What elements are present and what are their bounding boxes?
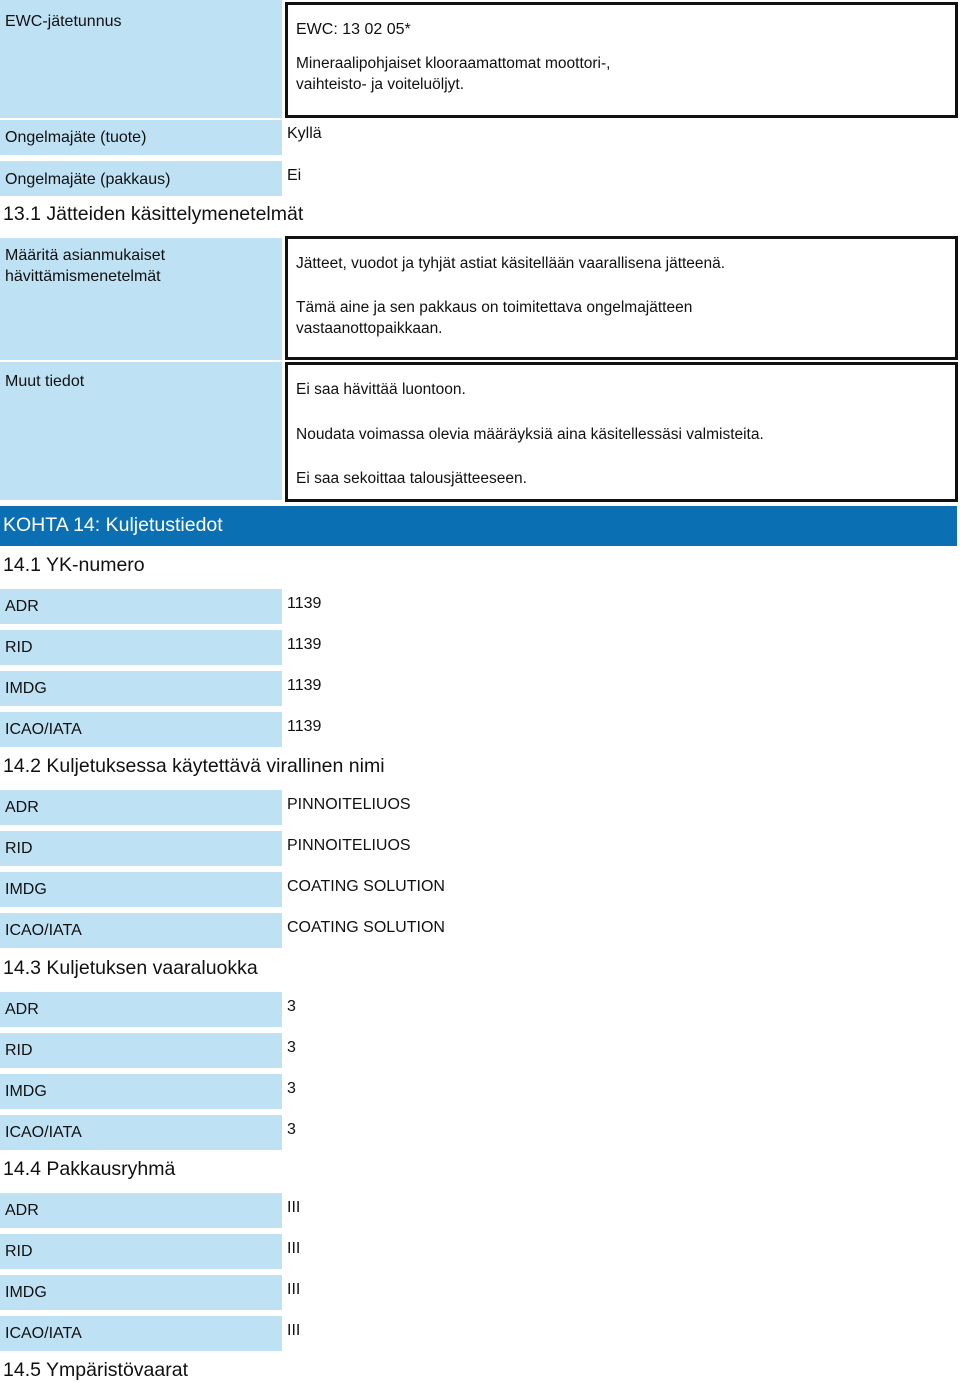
row-label: RID (5, 840, 33, 857)
packing-row-imdg-label (0, 1275, 282, 1310)
ewc-description-line-1: Mineraalipohjaiset klooraamattomat moottori-, (296, 55, 611, 72)
methods-label-line-2: hävittämismenetelmät (5, 268, 161, 285)
other-info-label: Muut tiedot (5, 373, 85, 390)
un-row-icao-label (0, 712, 282, 747)
hazard-package-label: Ongelmajäte (pakkaus) (5, 171, 171, 188)
class-row-adr-label (0, 992, 282, 1027)
un-row-icao-value: 1139 (287, 718, 322, 735)
name-row-imdg-value: COATING SOLUTION (287, 878, 445, 895)
class-row-rid-value: 3 (287, 1039, 296, 1056)
row-label: ADR (5, 1202, 39, 1219)
methods-line-2: Tämä aine ja sen pakkaus on toimitettava ongelmajätteen (296, 299, 693, 316)
row-label: RID (5, 639, 33, 656)
other-info-line-3: Ei saa sekoittaa talousjätteeseen. (296, 470, 527, 487)
heading-14-3: 14.3 Kuljetuksen vaaraluokka (3, 957, 258, 979)
un-row-rid-value: 1139 (287, 636, 322, 653)
heading-14-4: 14.4 Pakkausryhmä (3, 1158, 176, 1180)
name-row-adr-label (0, 790, 282, 825)
name-row-icao-value: COATING SOLUTION (287, 919, 445, 936)
name-row-adr-value: PINNOITELIUOS (287, 796, 411, 813)
methods-line-3: vastaanottopaikkaan. (296, 320, 443, 337)
row-label: IMDG (5, 680, 47, 697)
heading-14-1: 14.1 YK-numero (3, 554, 145, 576)
hazard-product-value: Kyllä (287, 125, 322, 142)
un-row-rid-label (0, 630, 282, 665)
row-label: ICAO/IATA (5, 1325, 82, 1342)
packing-row-adr-value: III (287, 1199, 301, 1216)
row-label: RID (5, 1042, 33, 1059)
hazard-product-label-cell (0, 120, 282, 155)
un-row-imdg-value: 1139 (287, 677, 322, 694)
methods-label-cell (0, 238, 282, 360)
hazard-package-value: Ei (287, 167, 302, 184)
row-label: IMDG (5, 1083, 47, 1100)
ewc-value-box (285, 2, 958, 118)
class-row-adr-value: 3 (287, 998, 296, 1015)
heading-14-5: 14.5 Ympäristövaarat (3, 1359, 188, 1381)
class-row-icao-value: 3 (287, 1121, 296, 1138)
other-info-label-cell (0, 362, 282, 500)
section-14-title: KOHTA 14: Kuljetustiedot (3, 514, 223, 536)
packing-row-rid-value: III (287, 1240, 301, 1257)
hazard-product-label: Ongelmajäte (tuote) (5, 129, 147, 146)
name-row-icao-label (0, 913, 282, 948)
section-14-banner (0, 506, 957, 546)
heading-14-2: 14.2 Kuljetuksessa käytettävä virallinen nimi (3, 755, 385, 777)
hazard-package-label-cell (0, 161, 282, 196)
methods-box (285, 236, 958, 360)
ewc-label: EWC-jätetunnus (5, 13, 122, 30)
packing-row-icao-value: III (287, 1322, 301, 1339)
un-row-imdg-label (0, 671, 282, 706)
row-label: ADR (5, 1001, 39, 1018)
packing-row-imdg-value: III (287, 1281, 301, 1298)
row-label: ICAO/IATA (5, 1124, 82, 1141)
name-row-imdg-label (0, 872, 282, 907)
packing-row-rid-label (0, 1234, 282, 1269)
row-label: IMDG (5, 1284, 47, 1301)
row-label: ICAO/IATA (5, 922, 82, 939)
row-label: ADR (5, 598, 39, 615)
un-row-adr-value: 1139 (287, 595, 322, 612)
methods-line-1: Jätteet, vuodot ja tyhjät astiat käsitellään vaarallisena jätteenä. (296, 255, 726, 272)
packing-row-icao-label (0, 1316, 282, 1351)
row-label: ICAO/IATA (5, 721, 82, 738)
methods-label-line-1: Määritä asianmukaiset (5, 247, 166, 264)
heading-13-1: 13.1 Jätteiden käsittelymenetelmät (3, 203, 304, 225)
name-row-rid-value: PINNOITELIUOS (287, 837, 411, 854)
row-label: RID (5, 1243, 33, 1260)
row-label: IMDG (5, 881, 47, 898)
ewc-code: EWC: 13 02 05* (296, 21, 411, 38)
ewc-label-cell (0, 0, 282, 118)
class-row-icao-label (0, 1115, 282, 1150)
other-info-box (285, 362, 958, 502)
packing-row-adr-label (0, 1193, 282, 1228)
un-row-adr-label (0, 589, 282, 624)
class-row-rid-label (0, 1033, 282, 1068)
class-row-imdg-label (0, 1074, 282, 1109)
row-label: ADR (5, 799, 39, 816)
class-row-imdg-value: 3 (287, 1080, 296, 1097)
ewc-description-line-2: vaihteisto- ja voiteluöljyt. (296, 76, 464, 93)
other-info-line-2: Noudata voimassa olevia määräyksiä aina käsitellessäsi valmisteita. (296, 426, 764, 443)
other-info-line-1: Ei saa hävittää luontoon. (296, 381, 466, 398)
name-row-rid-label (0, 831, 282, 866)
